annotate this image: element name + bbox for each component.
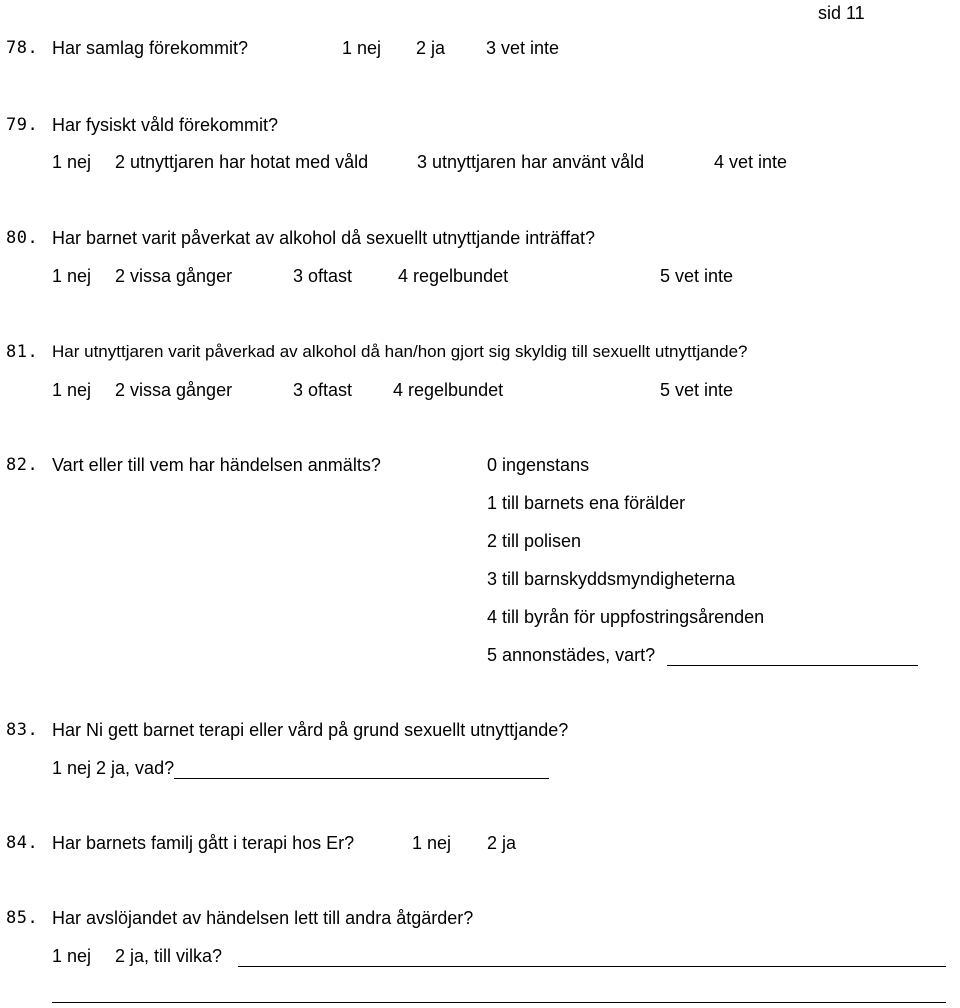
answer-option[interactable]: 4 vet inte <box>714 152 788 172</box>
page-number: sid 11 <box>818 3 865 23</box>
answer-option[interactable]: 2 vissa gånger <box>115 380 233 400</box>
question-number: 85. <box>6 908 39 928</box>
answer-option[interactable]: 3 till barnskyddsmyndigheterna <box>487 569 736 589</box>
answer-blank-line[interactable] <box>667 665 918 666</box>
question-number: 80. <box>6 228 39 248</box>
question-number: 78. <box>6 38 39 58</box>
answer-option[interactable]: 1 nej <box>52 266 92 286</box>
question-text: Har utnyttjaren varit påverkad av alkohol då han/hon gjort sig skyldig till sexuellt utnyttjande? <box>52 342 748 361</box>
answer-option[interactable]: 4 till byrån för uppfostringsårenden <box>487 607 765 627</box>
question-number: 84. <box>6 833 39 853</box>
answer-option[interactable]: 3 utnyttjaren har använt våld <box>417 152 645 172</box>
answer-option[interactable]: 2 ja, till vilka? <box>115 946 223 966</box>
answer-option[interactable]: 1 nej <box>342 38 382 58</box>
answer-option[interactable]: 1 nej <box>52 152 92 172</box>
answer-option[interactable]: 2 utnyttjaren har hotat med våld <box>115 152 369 172</box>
question-number: 81. <box>6 342 39 362</box>
answer-option[interactable]: 5 annonstädes, vart? <box>487 645 656 665</box>
answer-blank-line[interactable] <box>174 778 549 779</box>
question-text: Har barnet varit påverkat av alkohol då sexuellt utnyttjande inträffat? <box>52 228 595 248</box>
answer-option[interactable]: 1 nej <box>412 833 452 853</box>
answer-blank-line[interactable] <box>238 966 946 967</box>
answer-option[interactable]: 2 vissa gånger <box>115 266 233 286</box>
answer-option[interactable]: 2 ja <box>416 38 446 58</box>
question-text: Har barnets familj gått i terapi hos Er? <box>52 833 355 853</box>
answer-option[interactable]: 1 nej <box>52 946 92 966</box>
question-text: Har samlag förekommit? <box>52 38 249 58</box>
answer-option[interactable]: 5 vet inte <box>660 266 734 286</box>
question-text: Vart eller till vem har händelsen anmälts? <box>52 455 381 475</box>
answer-options[interactable]: 1 nej 2 ja, vad? <box>52 758 175 778</box>
answer-option[interactable]: 2 till polisen <box>487 531 582 551</box>
answer-option[interactable]: 2 ja <box>487 833 517 853</box>
answer-option[interactable]: 3 oftast <box>293 266 353 286</box>
question-number: 82. <box>6 455 39 475</box>
question-number: 79. <box>6 115 39 135</box>
answer-option[interactable]: 5 vet inte <box>660 380 734 400</box>
answer-blank-line[interactable] <box>52 1002 946 1003</box>
question-text: Har avslöjandet av händelsen lett till andra åtgärder? <box>52 908 474 928</box>
answer-option[interactable]: 4 regelbundet <box>398 266 509 286</box>
answer-option[interactable]: 3 oftast <box>293 380 353 400</box>
question-text: Har Ni gett barnet terapi eller vård på grund sexuellt utnyttjande? <box>52 720 569 740</box>
question-text: Har fysiskt våld förekommit? <box>52 115 279 135</box>
answer-option[interactable]: 4 regelbundet <box>393 380 504 400</box>
answer-option[interactable]: 1 nej <box>52 380 92 400</box>
question-number: 83. <box>6 720 39 740</box>
answer-option[interactable]: 3 vet inte <box>486 38 560 58</box>
answer-option[interactable]: 1 till barnets ena förälder <box>487 493 686 513</box>
answer-option[interactable]: 0 ingenstans <box>487 455 590 475</box>
